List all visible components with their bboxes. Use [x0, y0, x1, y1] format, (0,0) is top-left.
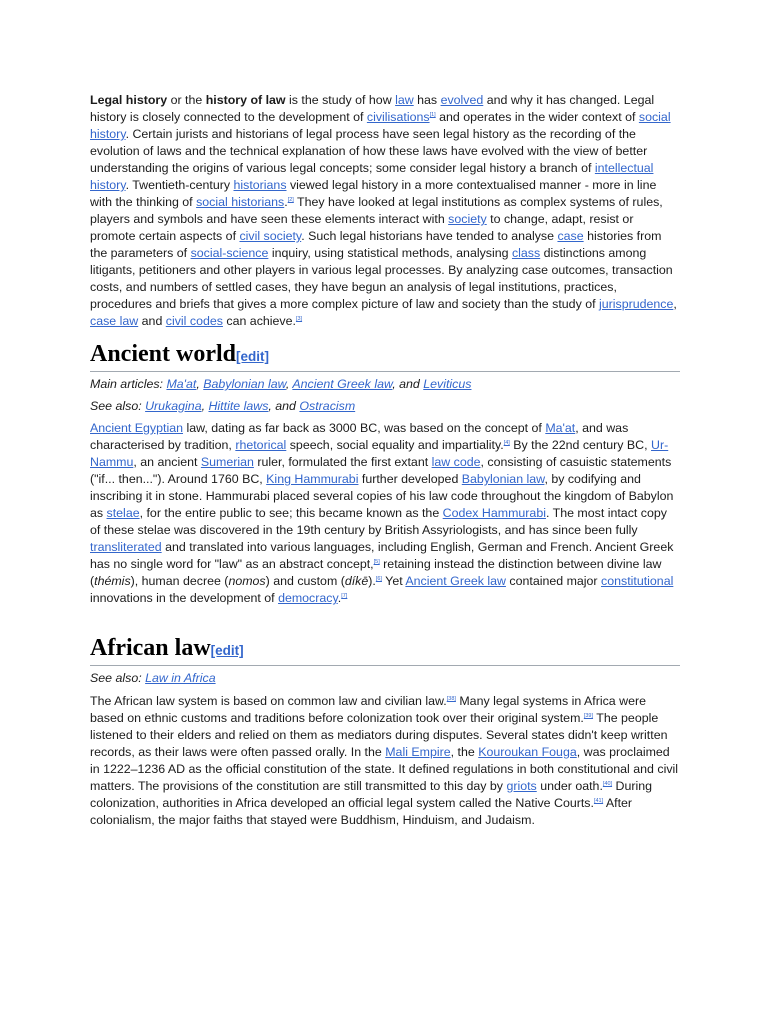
citation-link[interactable]: [39] — [583, 713, 594, 719]
text-run: , by codifying and inscribing it in stone. Hammurabi placed several copies of his law code throughout the kingdom of Babylon as — [90, 472, 674, 520]
wiki-link[interactable]: Ma'at — [166, 377, 197, 391]
text-run: histories from the parameters of — [90, 229, 662, 260]
text-run: ), human decree ( — [130, 574, 229, 588]
text-run: Yet — [381, 574, 406, 588]
text-run: . Such legal historians have tended to analyse — [301, 229, 558, 243]
wiki-link[interactable]: case law — [90, 314, 139, 328]
text-run: under oath. — [536, 779, 603, 793]
text-run: and translated into various languages, including English, German and French. Ancient Greek has no single word for "law" as an abstract concept, — [90, 540, 674, 571]
wiki-link[interactable]: Urukagina — [145, 399, 202, 413]
wiki-link[interactable]: historians — [233, 178, 287, 192]
wiki-link[interactable]: intellectual history — [90, 161, 654, 192]
citation-link[interactable]: [7] — [341, 593, 348, 599]
wiki-link[interactable]: Law in Africa — [145, 671, 216, 685]
italic-term: díkē — [344, 574, 369, 588]
text-run: Many legal systems in Africa were based on ethnic customs and traditions before colonization took over their original system. — [90, 694, 646, 725]
text-run: retaining instead the distinction between divine law ( — [90, 557, 662, 588]
wiki-link[interactable]: civilisations — [366, 110, 430, 124]
text-run: ). — [368, 574, 376, 588]
text-run: speech, social equality and impartiality. — [286, 438, 504, 452]
wiki-link[interactable]: Babylonian law — [203, 377, 286, 391]
text-run: , — [673, 297, 677, 311]
text-run: and operates in the wider context of — [435, 110, 639, 124]
text-run: See also: — [90, 399, 146, 413]
edit-link[interactable]: [edit] — [210, 643, 244, 658]
text-run: , the — [450, 745, 479, 759]
citation-link[interactable]: [5] — [373, 559, 380, 565]
text-run: The African law system is based on common law and civilian law. — [90, 694, 447, 708]
wiki-link[interactable]: civil codes — [165, 314, 223, 328]
wiki-link[interactable]: social-science — [190, 246, 269, 260]
wiki-link[interactable]: rhetorical — [235, 438, 287, 452]
wiki-link[interactable]: civil society — [239, 229, 302, 243]
text-run: can achieve. — [222, 314, 296, 328]
text-run: During colonization, authorities in Africa developed an official legal system called the Native Courts. — [90, 779, 653, 810]
text-run: innovations in the development of — [90, 591, 279, 605]
text-run: , and was characterised by tradition, — [90, 421, 629, 452]
heading-text: African law — [90, 635, 211, 661]
wiki-link[interactable]: King Hammurabi — [266, 472, 359, 486]
wiki-link[interactable]: Babylonian law — [461, 472, 545, 486]
text-run: , consisting of casuistic statements ("if... then..."). Around 1760 BC, — [90, 455, 672, 486]
text-run: law, dating as far back as 3000 BC, was based on the concept of — [183, 421, 546, 435]
intro-paragraph — [90, 92, 680, 330]
text-run: By the 22nd century BC, — [509, 438, 652, 452]
text-run: . — [337, 591, 342, 605]
text-run: is the study of how — [285, 93, 396, 107]
wiki-link[interactable]: class — [511, 246, 541, 260]
text-run: inquiry, using statistical methods, analysing — [268, 246, 512, 260]
text-run: . Twentieth-century — [125, 178, 234, 192]
wiki-link[interactable]: Ancient Greek law — [405, 574, 506, 588]
citation-link[interactable]: [6] — [375, 576, 382, 582]
wiki-link[interactable]: society — [448, 212, 487, 226]
wiki-link[interactable]: Kouroukan Fouga — [478, 745, 577, 759]
text-run: distinctions among litigants, petitioners and other players in various legal processes. By analyzing case outcomes, transaction costs, and numbers of settled cases, they have begun an analysis of legal institutions, practices, procedures and briefs that gives a more complex picture of law and society than the study of — [90, 246, 673, 311]
text-run: , was proclaimed in 1222–1236 AD as the official constitution of the state. It defined regulations in both constitutional and civil matters. The provisions of the constitution are still transmitted to this day by — [90, 745, 679, 793]
text-run: viewed legal history in a more contextualised manner - more in line with the thinking of — [90, 178, 657, 209]
text-run: , — [201, 399, 209, 413]
citation-link[interactable]: [41] — [593, 798, 604, 804]
citation-link[interactable]: [40] — [602, 781, 613, 787]
wiki-link[interactable]: law code — [431, 455, 481, 469]
wiki-link[interactable]: Ostracism — [299, 399, 356, 413]
wiki-link[interactable]: evolved — [440, 93, 484, 107]
text-run: , for the entire public to see; this became known as the — [139, 506, 443, 520]
text-run: , an ancient — [133, 455, 201, 469]
italic-term: nomos — [228, 574, 266, 588]
italic-term: thémis — [94, 574, 131, 588]
see-also-note — [90, 670, 680, 687]
text-run: The people listened to their elders and relied on them as mediators during disputes. Several states didn't keep written records, as their laws were often passed orally. In the — [90, 711, 668, 759]
wiki-link[interactable]: Sumerian — [200, 455, 254, 469]
text-run: ruler, formulated the first extant — [253, 455, 432, 469]
text-run: After colonialism, the major faiths that stayed were Buddhism, Hinduism, and Judaism. — [90, 796, 633, 827]
wiki-link[interactable]: Ma'at — [545, 421, 576, 435]
wiki-link[interactable]: transliterated — [90, 540, 162, 554]
wiki-link[interactable]: Ancient Greek law — [292, 377, 393, 391]
text-run: has — [413, 93, 441, 107]
wiki-link[interactable]: constitutional — [601, 574, 674, 588]
text-run: or the — [167, 93, 206, 107]
text-run: contained major — [505, 574, 602, 588]
bold-term: history of law — [205, 93, 286, 107]
citation-link[interactable]: [3] — [295, 316, 303, 322]
bold-term: Legal history — [90, 93, 168, 107]
wiki-link[interactable]: social historians — [196, 195, 285, 209]
text-run: . The most intact copy of these stelae was discovered in the 19th century by British Assyriologists, and has since been fully — [90, 506, 667, 537]
text-run: . — [284, 195, 288, 209]
text-run: , and — [268, 399, 300, 413]
section-heading-ancient-world — [90, 341, 680, 372]
wiki-link[interactable]: law — [395, 93, 414, 107]
wiki-link[interactable]: Codex Hammurabi — [442, 506, 546, 520]
wiki-link[interactable]: social history — [90, 110, 671, 141]
wiki-link[interactable]: Ur-Nammu — [90, 438, 669, 469]
text-run: , — [196, 377, 204, 391]
text-run: , — [285, 377, 293, 391]
text-run: and why it has changed. Legal history is closely connected to the development of — [90, 93, 655, 124]
text-run: ) and custom ( — [265, 574, 345, 588]
citation-link[interactable]: [38] — [446, 696, 456, 702]
text-run: Main articles: — [90, 377, 167, 391]
wiki-link[interactable]: Leviticus — [423, 377, 472, 391]
wiki-link[interactable]: Ancient Egyptian — [90, 421, 183, 435]
see-also-note — [90, 398, 680, 415]
wiki-link[interactable]: jurisprudence — [598, 297, 674, 311]
section-heading-african-law — [90, 635, 680, 666]
main-articles-note — [90, 376, 680, 393]
wiki-link[interactable]: Mali Empire — [385, 745, 451, 759]
wiki-link[interactable]: Hittite laws — [208, 399, 269, 413]
ancient-world-paragraph — [90, 420, 680, 607]
african-law-paragraph — [90, 693, 680, 829]
text-run: further developed — [358, 472, 462, 486]
text-run: , and — [392, 377, 424, 391]
article — [90, 92, 680, 829]
citation-link[interactable]: [1] — [429, 112, 436, 118]
edit-link[interactable]: [edit] — [236, 349, 269, 364]
text-run: to change, adapt, resist or promote certain aspects of — [90, 212, 634, 243]
heading-text: Ancient world — [90, 341, 236, 367]
citation-link[interactable]: [4] — [503, 440, 510, 446]
wiki-link[interactable]: stelae — [106, 506, 140, 520]
citation-link[interactable]: [2] — [287, 197, 294, 203]
wiki-link[interactable]: democracy — [278, 591, 338, 605]
text-run: They have looked at legal institutions as complex systems of rules, players and symbols and have seen these elements interact with — [90, 195, 663, 226]
text-run: and — [138, 314, 166, 328]
text-run: See also: — [90, 671, 146, 685]
wiki-link[interactable]: griots — [506, 779, 537, 793]
text-run: . Certain jurists and historians of legal process have seen legal history as the recording of the evolution of laws and the technical explanation of how these laws have evolved with the view of better understanding the origins of various legal concepts; some consider legal history a branch of — [90, 127, 648, 175]
wiki-link[interactable]: case — [557, 229, 584, 243]
